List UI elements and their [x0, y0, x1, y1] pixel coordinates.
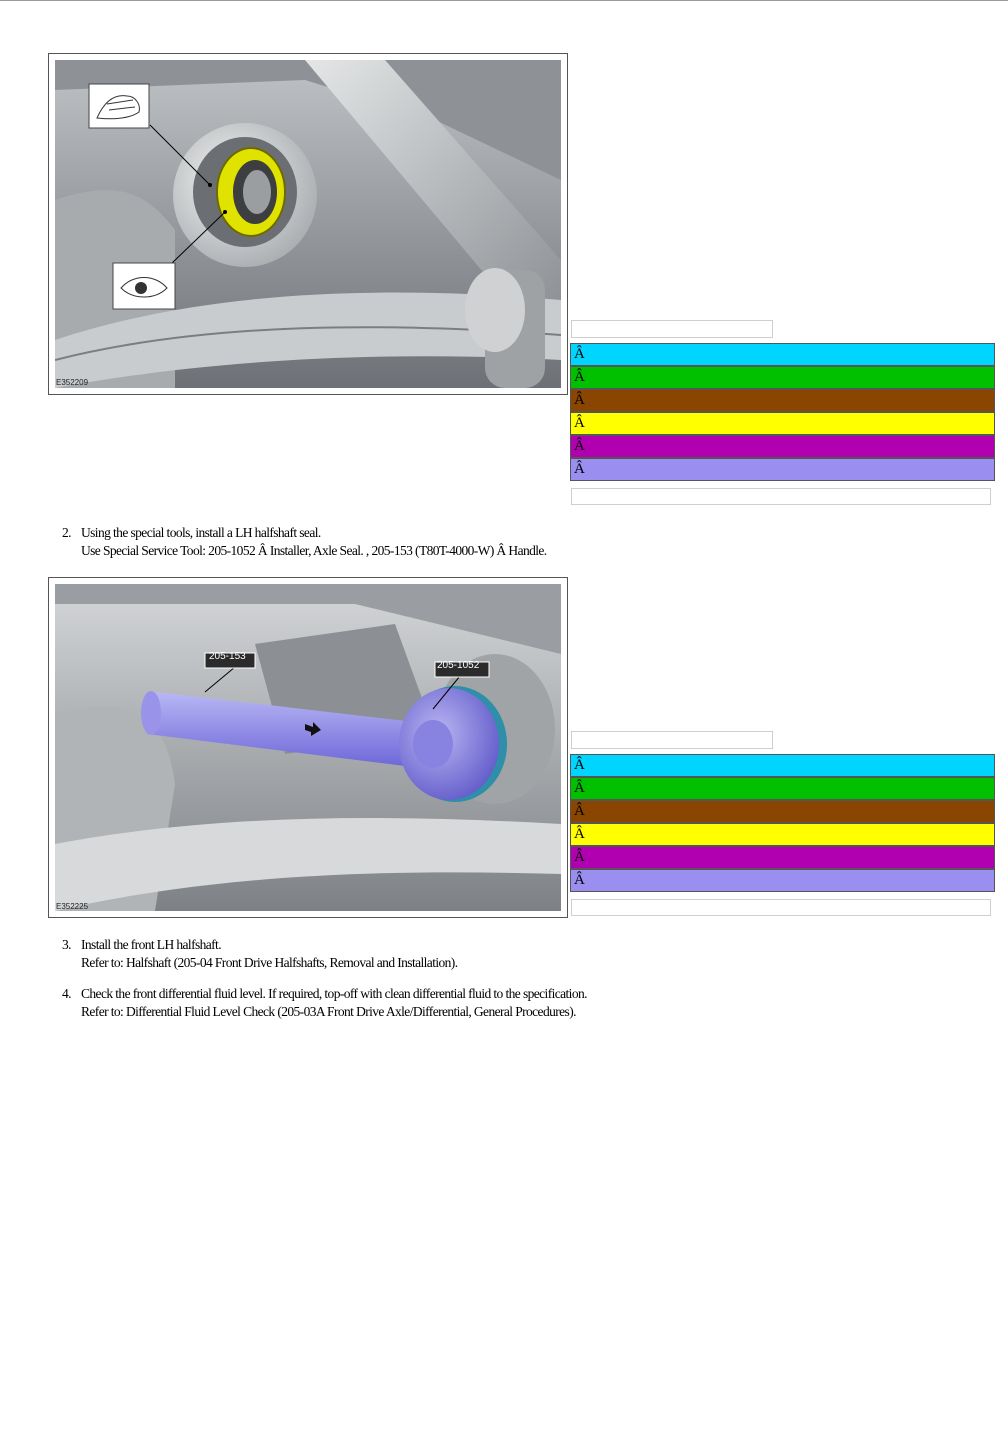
installer-tool-drawing: [55, 584, 561, 911]
legend-row: Â: [570, 366, 995, 389]
step-subtext: Use Special Service Tool: 205-1052 Â Installer, Axle Seal. , 205-153 (T80T-4000-W) Â Handle.: [81, 543, 547, 558]
figure-code: E352209: [56, 378, 89, 387]
legend-row: Â: [570, 777, 995, 800]
top-divider: [0, 0, 1008, 1]
legend-row: Â: [570, 458, 995, 481]
step-text: Install the front LH halfshaft.: [81, 937, 221, 952]
procedure-step: [62, 524, 547, 560]
legend-header: [571, 320, 773, 338]
procedure-step: [62, 936, 457, 972]
procedure-step: [62, 985, 587, 1021]
step-subtext: Refer to: Halfshaft (205-04 Front Drive Halfshafts, Removal and Installation).: [81, 955, 458, 970]
legend-row: Â: [570, 389, 995, 412]
illustration-seal-installer: [48, 577, 568, 918]
step-text: Using the special tools, install a LH halfshaft seal.: [81, 525, 321, 540]
legend-header: [571, 731, 773, 749]
legend-row: Â: [570, 823, 995, 846]
legend-row: Â: [570, 412, 995, 435]
step-subtext: Refer to: Differential Fluid Level Check (205-03A Front Drive Axle/Differential, General Procedures).: [81, 1004, 576, 1019]
legend-row: Â: [570, 435, 995, 458]
step-number: 4.: [62, 986, 71, 1001]
step-number: 2.: [62, 525, 71, 540]
callout-label-handle: 205-153: [209, 651, 246, 662]
callout-label-installer: 205-1052: [437, 660, 480, 671]
legend-footer: [571, 488, 991, 505]
legend-row: Â: [570, 846, 995, 869]
legend-row: Â: [570, 869, 995, 892]
legend-row: Â: [570, 343, 995, 366]
axle-seal-drawing: [55, 60, 561, 388]
step-number: 3.: [62, 937, 71, 952]
illustration-seal-inspection: [48, 53, 568, 395]
legend-row: Â: [570, 754, 995, 777]
legend-row: Â: [570, 800, 995, 823]
figure-code: E352225: [56, 902, 89, 911]
legend-footer: [571, 899, 991, 916]
step-text: Check the front differential fluid level. If required, top-off with clean differential fluid to the specification.: [81, 986, 587, 1001]
